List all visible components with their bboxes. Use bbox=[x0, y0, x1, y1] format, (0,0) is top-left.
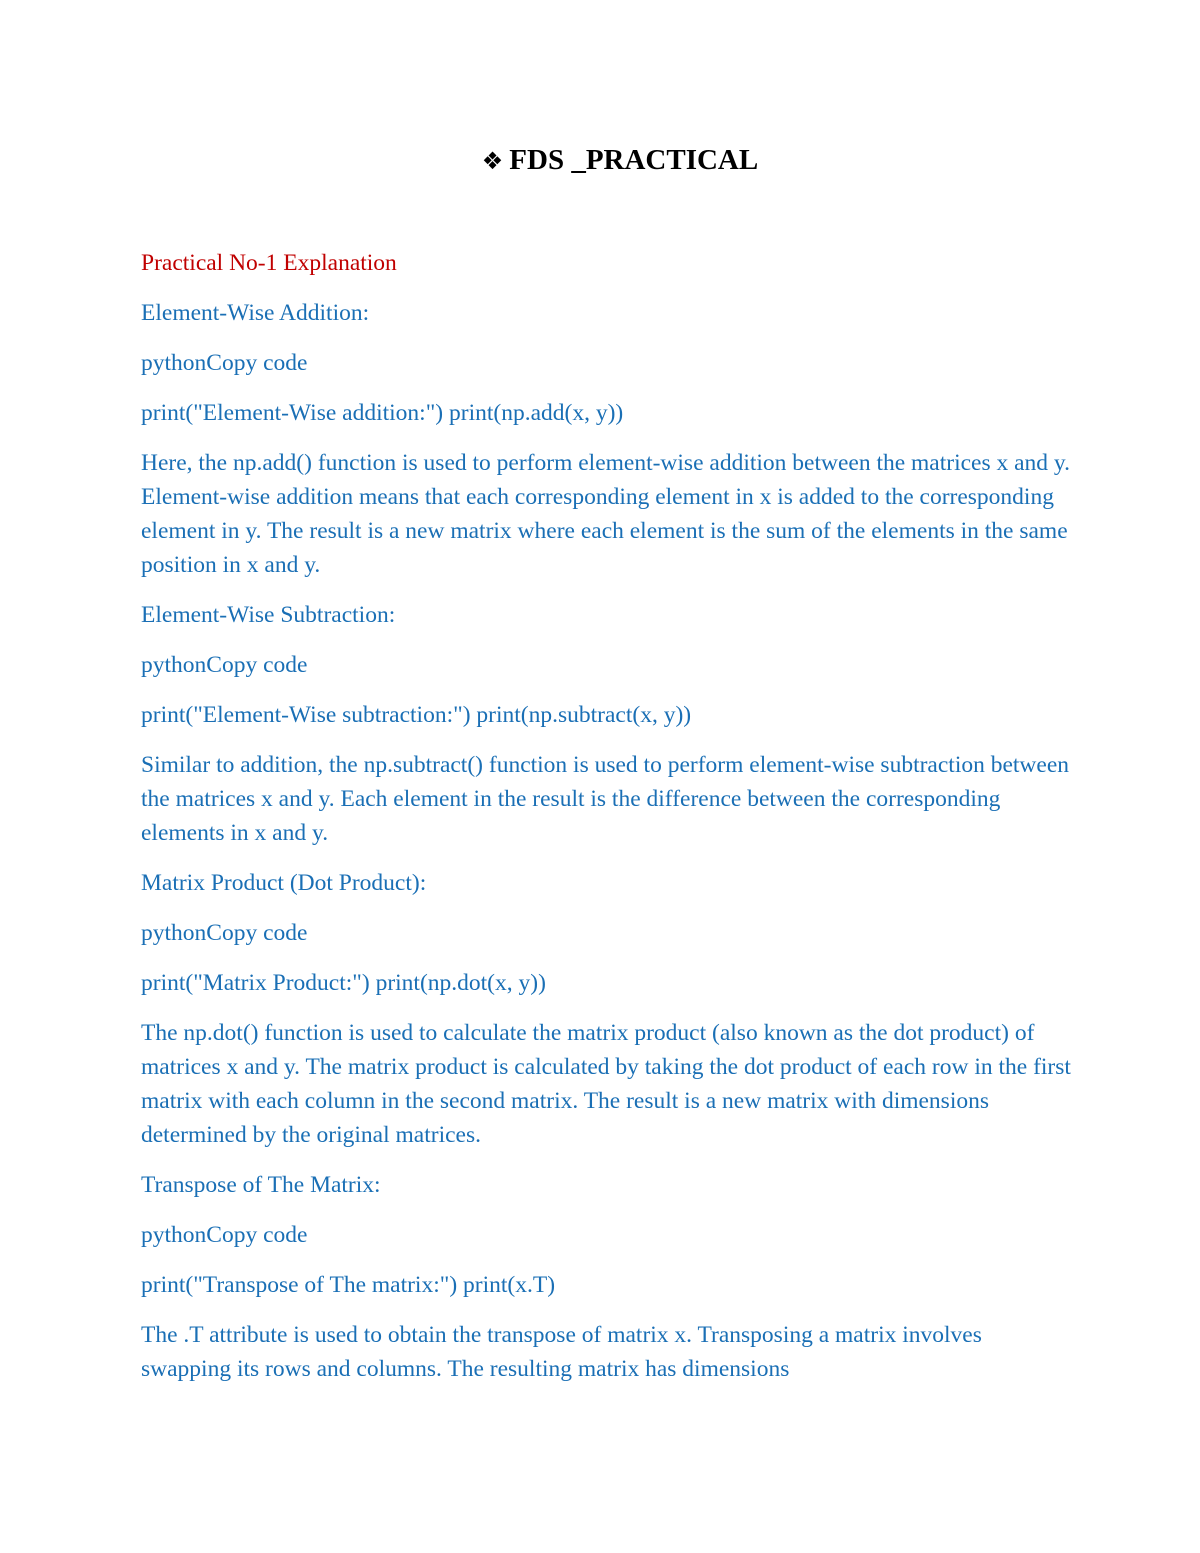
code-line: print("Element-Wise subtraction:") print(np.subtract(x, y)) bbox=[141, 702, 692, 728]
section-explanation: The .T attribute is used to obtain the transpose of matrix x. Transposing a matrix involves swapping its rows and columns. The resulting matrix has dimensions bbox=[141, 1322, 982, 1382]
title-text: FDS _PRACTICAL bbox=[509, 144, 759, 176]
document-title bbox=[0, 140, 1200, 181]
section-heading: Transpose of The Matrix: bbox=[141, 1172, 381, 1198]
code-line: print("Element-Wise addition:") print(np.add(x, y)) bbox=[141, 400, 624, 426]
section-heading: Element-Wise Subtraction: bbox=[141, 602, 396, 628]
practical-heading: Practical No-1 Explanation bbox=[141, 250, 397, 276]
code-language-label: pythonCopy code bbox=[141, 652, 308, 678]
code-language-label: pythonCopy code bbox=[141, 1222, 308, 1248]
section-heading: Matrix Product (Dot Product): bbox=[141, 870, 427, 896]
section-explanation: Here, the np.add() function is used to perform element-wise addition between the matrices x and y. Element-wise addition means that each corresponding element in x is added to the corresponding element in y. The result is a new matrix where each element is the sum of the elements in the same position in x and y. bbox=[141, 450, 1071, 578]
code-language-label: pythonCopy code bbox=[141, 920, 308, 946]
section-explanation: Similar to addition, the np.subtract() function is used to perform element-wise subtraction between the matrices x and y. Each element in the result is the difference between the corresponding elements in x and y. bbox=[141, 752, 1070, 846]
code-line: print("Transpose of The matrix:") print(x.T) bbox=[141, 1272, 556, 1298]
document-body bbox=[141, 246, 1071, 1402]
section-heading: Element-Wise Addition: bbox=[141, 300, 370, 326]
section-explanation: The np.dot() function is used to calculate the matrix product (also known as the dot product) of matrices x and y. The matrix product is calculated by taking the dot product of each row in the first matrix with each column in the second matrix. The result is a new matrix with dimensions determined by the original matrices. bbox=[141, 1020, 1071, 1148]
diamond-bullet-icon: ❖ bbox=[481, 147, 504, 175]
code-line: print("Matrix Product:") print(np.dot(x, y)) bbox=[141, 970, 546, 996]
code-language-label: pythonCopy code bbox=[141, 350, 308, 376]
